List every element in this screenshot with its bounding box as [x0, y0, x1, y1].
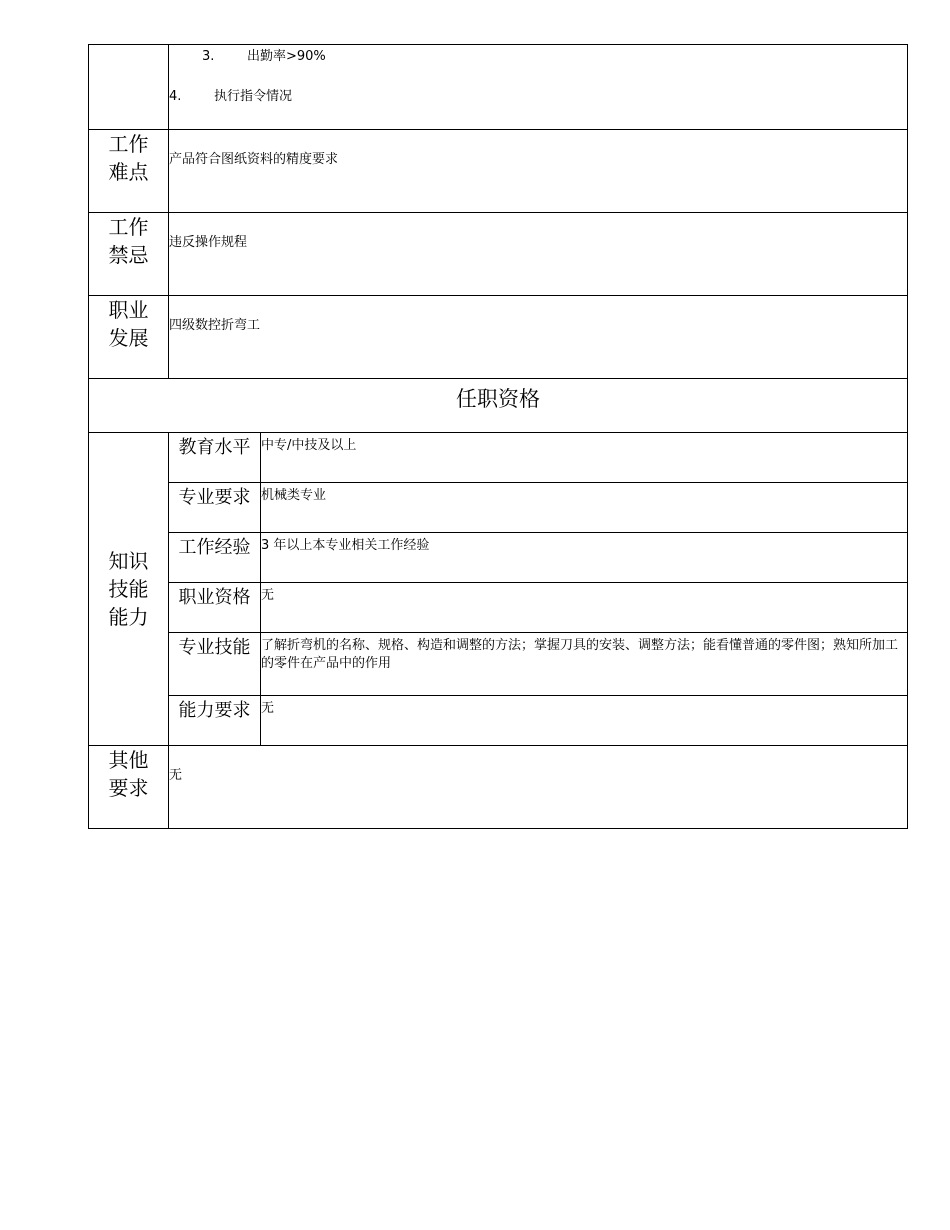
duty-item-4 — [169, 88, 907, 106]
career-label-line1: 职业 — [108, 298, 149, 322]
other-label-line2: 要求 — [108, 776, 149, 800]
qualification-row — [89, 696, 908, 746]
major-value: 机械类专业 — [261, 483, 908, 533]
duty-item-4-text: 执行指令情况 — [214, 89, 293, 104]
taboo-label — [89, 213, 169, 296]
duties-label-cell — [89, 45, 169, 130]
difficulty-label — [89, 130, 169, 213]
certification-label: 职业资格 — [169, 583, 261, 633]
qualification-row — [89, 533, 908, 583]
duty-item-4-number: 4. — [169, 89, 182, 104]
professional-skills-label: 专业技能 — [169, 633, 261, 696]
qualification-row — [89, 483, 908, 533]
education-value: 中专/中技及以上 — [261, 433, 908, 483]
career-row — [89, 296, 908, 379]
duty-item-3 — [169, 48, 907, 66]
other-requirements-row — [89, 746, 908, 829]
duties-continuation-row — [89, 45, 908, 130]
difficulty-value: 产品符合图纸资料的精度要求 — [169, 130, 908, 213]
qualifications-header-row — [89, 379, 908, 433]
taboo-value: 违反操作规程 — [169, 213, 908, 296]
difficulty-label-line1: 工作 — [108, 132, 149, 156]
qualification-row — [89, 583, 908, 633]
difficulty-label-line2: 难点 — [108, 160, 149, 184]
taboo-label-line2: 禁忌 — [108, 243, 149, 267]
duties-list-cell — [169, 45, 908, 130]
ability-label: 能力要求 — [169, 696, 261, 746]
difficulty-row — [89, 130, 908, 213]
group-label-line1: 知识 — [108, 549, 149, 573]
qualifications-title: 任职资格 — [89, 379, 908, 433]
qualification-row — [89, 633, 908, 696]
duty-item-3-number: 3. — [202, 49, 215, 64]
experience-label: 工作经验 — [169, 533, 261, 583]
group-label-line2: 技能 — [108, 577, 149, 601]
taboo-row — [89, 213, 908, 296]
major-label: 专业要求 — [169, 483, 261, 533]
duty-item-3-text: 出勤率>90% — [247, 49, 326, 64]
qualification-row — [89, 433, 908, 483]
knowledge-skills-ability-label — [89, 433, 169, 746]
taboo-label-line1: 工作 — [108, 215, 149, 239]
group-label-line3: 能力 — [108, 605, 149, 629]
other-requirements-value: 无 — [169, 746, 908, 829]
job-description-page — [88, 44, 907, 829]
other-requirements-label — [89, 746, 169, 829]
other-label-line1: 其他 — [108, 748, 149, 772]
professional-skills-value: 了解折弯机的名称、规格、构造和调整的方法；掌握刀具的安装、调整方法；能看懂普通的零件图；熟知所加工的零件在产品中的作用 — [261, 633, 908, 696]
experience-value: 3 年以上本专业相关工作经验 — [261, 533, 908, 583]
ability-value: 无 — [261, 696, 908, 746]
job-description-table — [88, 44, 908, 829]
career-label — [89, 296, 169, 379]
certification-value: 无 — [261, 583, 908, 633]
career-label-line2: 发展 — [108, 326, 149, 350]
career-value: 四级数控折弯工 — [169, 296, 908, 379]
education-label: 教育水平 — [169, 433, 261, 483]
